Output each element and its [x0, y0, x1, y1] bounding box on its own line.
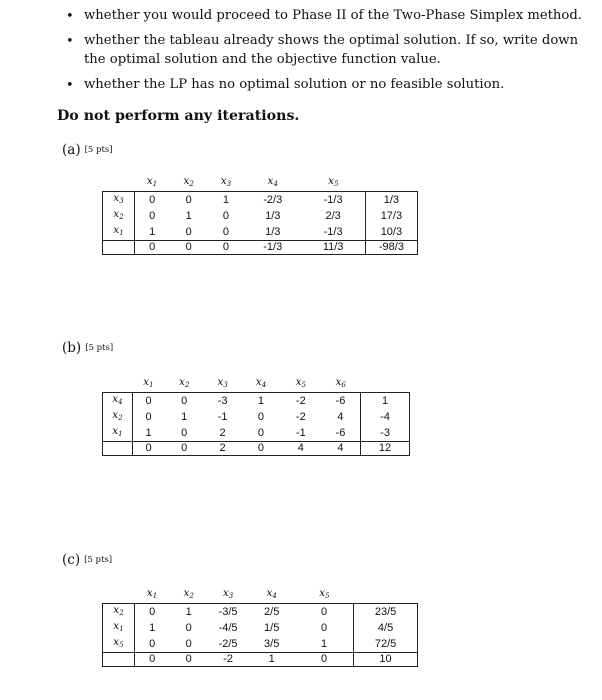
part-label: (a) — [62, 142, 81, 158]
tableau-cell: 0 — [295, 604, 354, 621]
tableau-cell: 1 — [149, 621, 156, 634]
tableau-corner — [103, 587, 135, 604]
part-a-label — [62, 142, 113, 158]
tableau-row — [103, 425, 410, 442]
variable-label: $x_2$ — [183, 175, 194, 188]
variable-label: $x_4$ — [266, 587, 277, 600]
tableau-cell: 0 — [170, 241, 208, 255]
objective-row — [103, 442, 410, 456]
tableau-cell: 0 — [164, 442, 204, 456]
tableau-row — [103, 604, 418, 621]
tableau-cell: 0 — [132, 393, 164, 410]
tableau-cell: 10 — [354, 653, 418, 667]
tableau-cell: -3 — [361, 425, 410, 442]
part-points: [5 pts] — [85, 343, 114, 353]
tableau-cell: 0 — [185, 637, 192, 650]
tableau-row — [103, 192, 418, 209]
rhs-header — [361, 376, 410, 393]
bullet-icon: • — [66, 9, 74, 24]
tableau-cell: 0 — [257, 426, 265, 439]
tableau-row — [103, 636, 418, 653]
tableau-cell: 23/5 — [354, 604, 418, 621]
bullet-icon: • — [66, 78, 74, 93]
variable-label: $x_2$ — [103, 409, 133, 425]
tableau-cell: 1/3 — [365, 192, 417, 209]
tableau-cell: 11/3 — [301, 241, 365, 255]
tableau-cell: -1/3 — [244, 241, 301, 255]
tableau-cell: 0 — [134, 241, 169, 255]
tableau-cell: 1 — [208, 192, 244, 209]
tableau-cell: 1 — [170, 604, 208, 621]
variable-label: $x_4$ — [255, 376, 267, 389]
objective-row — [103, 241, 418, 255]
tableau-cell: 1/3 — [265, 225, 281, 238]
tableau-cell: 72/5 — [354, 636, 418, 653]
tableau-cell: 1 — [241, 393, 281, 410]
tableau-cell: 0 — [164, 393, 204, 410]
part-label: (c) — [62, 552, 81, 568]
objective-row-label — [103, 241, 135, 255]
bullet-text: whether the tableau already shows the optimal solution. If so, write down the optimal solution and the objective function value. — [84, 33, 579, 67]
tableau-cell: 0 — [185, 621, 192, 634]
tableau-row — [103, 393, 410, 410]
tableau-cell: 0 — [134, 653, 169, 667]
tableau-cell: 1 — [149, 225, 156, 238]
variable-label: $x_1$ — [103, 425, 133, 442]
tableau-cell: 2/5 — [248, 604, 295, 621]
tableau-cell: 0 — [222, 209, 229, 222]
tableau-cell: -4/5 — [218, 621, 238, 634]
tableau-cell: 3/5 — [264, 637, 280, 650]
tableau-cell: 0 — [208, 241, 244, 255]
variable-label: $x_2$ — [103, 208, 135, 224]
tableau-cell: 0 — [149, 637, 156, 650]
simplex-tableau-a — [102, 175, 418, 255]
tableau-cell: 0 — [295, 620, 354, 636]
objective-row — [103, 653, 418, 667]
tableau-cell: 0 — [134, 192, 169, 209]
tableau-cell: -1 — [217, 410, 228, 423]
part-points: [5 pts] — [84, 145, 113, 155]
variable-label: $x_3$ — [217, 376, 228, 389]
tableau-cell: -2 — [208, 653, 248, 667]
bullet-item — [62, 75, 602, 94]
tableau-header-row — [103, 587, 418, 604]
tableau-cell: 0 — [295, 653, 354, 667]
tableau-cell: -2 — [281, 393, 321, 410]
tableau-row — [103, 409, 410, 425]
variable-label: $x_1$ — [146, 175, 158, 188]
variable-label: $x_2$ — [183, 587, 194, 600]
objective-row-label — [103, 442, 133, 456]
tableau-cell: 1 — [145, 426, 152, 439]
variable-label: $x_3$ — [103, 192, 135, 209]
tableau-row — [103, 224, 418, 241]
simplex-tableau-c — [102, 587, 418, 667]
tableau-cell: 1/3 — [265, 209, 281, 222]
tableau-cell: 4 — [321, 409, 361, 425]
variable-label: $x_5$ — [295, 376, 307, 389]
tableau-cell: -3/5 — [208, 604, 248, 621]
variable-label: $x_5$ — [328, 175, 339, 188]
variable-label: $x_1$ — [103, 224, 135, 241]
tableau-cell: 1 — [361, 393, 410, 410]
variable-label: $x_1$ — [103, 620, 135, 636]
tableau-cell: -1/3 — [301, 224, 365, 241]
tableau-cell: 0 — [185, 225, 192, 238]
tableau-cell: 1 — [181, 410, 188, 423]
tableau-cell: 17/3 — [365, 208, 417, 224]
tableau-cell: 0 — [149, 209, 156, 222]
bullet-text: whether the LP has no optimal solution or no feasible solution. — [84, 77, 505, 92]
tableau-cell: 0 — [170, 653, 208, 667]
tableau-cell: -6 — [321, 393, 361, 410]
tableau-row — [103, 620, 418, 636]
objective-row-label — [103, 653, 135, 667]
tableau-cell: -98/3 — [365, 241, 417, 255]
tableau-cell: 4 — [281, 442, 321, 456]
tableau-cell: 4 — [321, 442, 361, 456]
tableau-cell: 10/3 — [365, 224, 417, 241]
tableau-cell: -6 — [321, 425, 361, 442]
bullet-text: whether you would proceed to Phase II of the Two-Phase Simplex method. — [84, 8, 583, 23]
tableau-cell: 0 — [134, 604, 169, 621]
tableau-corner — [103, 376, 133, 393]
tableau-cell: 1/5 — [264, 621, 280, 634]
bullet-icon: • — [66, 34, 74, 49]
variable-label: $x_3$ — [222, 587, 234, 600]
tableau-cell: 0 — [170, 192, 208, 209]
tableau-cell: -2 — [295, 410, 306, 423]
variable-label: $x_1$ — [143, 376, 154, 389]
rhs-header — [354, 587, 418, 604]
tableau-cell: 0 — [132, 442, 164, 456]
tableau-corner — [103, 175, 135, 192]
tableau-cell: -3 — [204, 393, 241, 410]
tableau-cell: 0 — [145, 410, 152, 423]
variable-label: $x_4$ — [267, 175, 278, 188]
tableau-cell: 0 — [222, 225, 229, 238]
tableau-cell: 1 — [185, 209, 192, 222]
tableau-cell: 2/3 — [301, 208, 365, 224]
tableau-cell: 1 — [295, 636, 354, 653]
tableau-cell: 0 — [181, 426, 188, 439]
tableau-cell: -2/3 — [244, 192, 301, 209]
bullet-item — [62, 31, 602, 69]
variable-label: $x_6$ — [335, 376, 346, 389]
part-c-label — [62, 552, 112, 568]
instructions-heading: Do not perform any iterations. — [57, 108, 300, 124]
tableau-cell: -2/5 — [218, 637, 238, 650]
tableau-cell: 4/5 — [354, 620, 418, 636]
tableau-cell: 0 — [241, 442, 281, 456]
tableau-cell: 0 — [257, 410, 265, 423]
rhs-header — [365, 175, 417, 192]
part-b-label — [62, 340, 113, 356]
tableau-cell: -1 — [295, 426, 306, 439]
variable-label: $x_5$ — [319, 587, 330, 600]
variable-label: $x_3$ — [220, 175, 232, 188]
variable-label: $x_5$ — [103, 636, 135, 653]
tableau-cell: 2 — [204, 442, 241, 456]
tableau-cell: 1 — [248, 653, 295, 667]
tableau-header-row — [103, 376, 410, 393]
part-points: [5 pts] — [84, 555, 113, 565]
variable-label: $x_2$ — [103, 604, 135, 621]
bullet-list — [62, 6, 602, 100]
tableau-cell: 12 — [361, 442, 410, 456]
tableau-header-row — [103, 175, 418, 192]
simplex-tableau-b — [102, 376, 410, 456]
tableau-cell: 2 — [219, 426, 226, 439]
tableau-cell: -1/3 — [301, 192, 365, 209]
variable-label: $x_2$ — [179, 376, 190, 389]
variable-label: $x_1$ — [146, 587, 158, 600]
tableau-cell: -4 — [361, 409, 410, 425]
part-label: (b) — [62, 340, 82, 356]
bullet-item — [62, 6, 602, 25]
variable-label: $x_4$ — [103, 393, 133, 410]
tableau-row — [103, 208, 418, 224]
